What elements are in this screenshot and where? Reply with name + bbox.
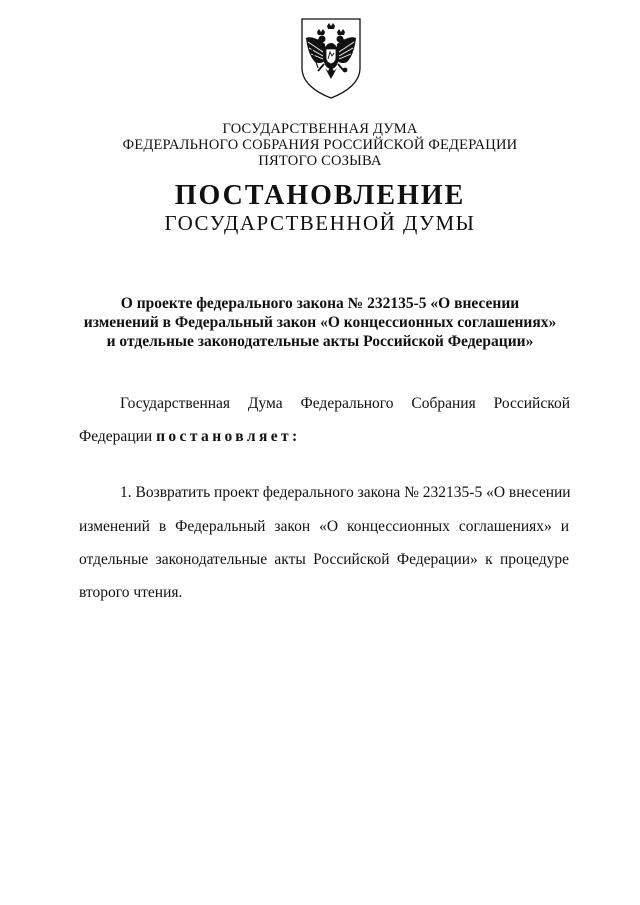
header-line-assembly: ФЕДЕРАЛЬНОГО СОБРАНИЯ РОССИЙСКОЙ ФЕДЕРАЦИИ — [122, 137, 518, 153]
item1-line-1 — [120, 484, 570, 502]
item1-line-4: второго чтения. — [79, 584, 183, 601]
item1-text-1: 1. Возвратить проект федерального закона № 232135-5 «О внесении — [120, 484, 571, 501]
item1-text-2: изменений в Федеральный закон «О концессионных соглашениях» и — [79, 518, 569, 535]
document-title: ПОСТАНОВЛЕНИЕ — [174, 180, 466, 211]
header-line-convocation: ПЯТОГО СОЗЫВА — [258, 153, 382, 169]
item1-line-3 — [79, 551, 569, 569]
preamble-text-2: Федерации — [79, 428, 153, 445]
preamble-line-1 — [120, 395, 570, 413]
subject-line-3: и отдельные законодательные акты Российской Федерации» — [106, 333, 534, 350]
preamble-line-2 — [79, 428, 569, 446]
coat-of-arms-emblem — [299, 16, 363, 100]
preamble-text-1: Государственная Дума Федерального Собрания Российской — [120, 395, 570, 412]
document-subtitle: ГОСУДАРСТВЕННОЙ ДУМЫ — [164, 211, 476, 235]
subject-line-2: изменений в Федеральный закон «О концессионных соглашениях» — [83, 314, 557, 331]
item1-line-2 — [79, 518, 569, 536]
subject-line-1: О проекте федерального закона № 232135-5 «О внесении — [120, 295, 520, 312]
item1-text-3: отдельные законодательные акты Российской Федерации» к процедуре — [79, 551, 569, 568]
resolves-keyword: постановляет: — [156, 428, 301, 445]
header-line-duma: ГОСУДАРСТВЕННАЯ ДУМА — [222, 121, 418, 137]
